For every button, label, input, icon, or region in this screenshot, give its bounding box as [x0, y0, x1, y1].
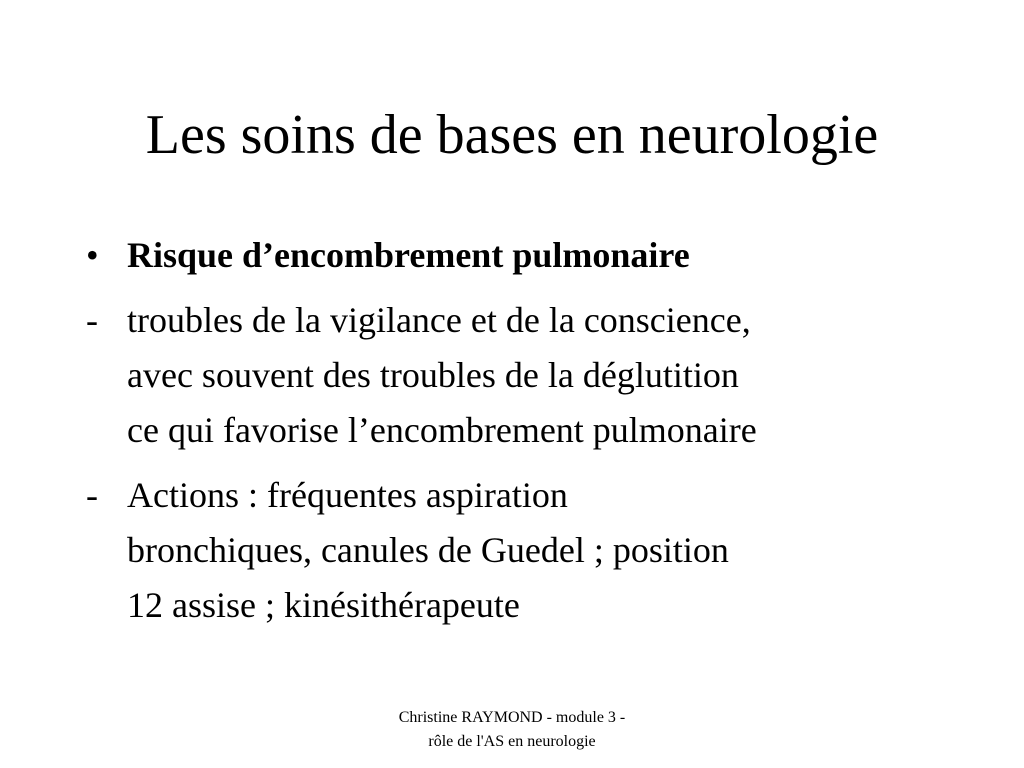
dash-marker: - [86, 300, 98, 340]
footer-line: Christine RAYMOND - module 3 - [398, 709, 626, 726]
dash-item-troubles [84, 293, 984, 458]
dash-item-actions [84, 468, 984, 633]
slide-footer [312, 706, 712, 754]
slide-title: Les soins de bases en neurologie [145, 104, 879, 166]
dash-line: troubles de la vigilance et de la conscience, [127, 300, 751, 340]
dash-line: 12 assise ; kinésithérapeute [127, 585, 520, 625]
dash-line: bronchiques, canules de Guedel ; position [127, 530, 729, 570]
dash-line: ce qui favorise l’encombrement pulmonaire [127, 410, 757, 450]
bullet-text [127, 228, 984, 283]
dash-line: Actions : fréquentes aspiration [127, 475, 568, 515]
dash-text [127, 468, 984, 633]
dash-line: avec souvent des troubles de la déglutition [127, 355, 739, 395]
dash-marker: - [86, 475, 98, 515]
bullet-marker: • [86, 235, 99, 275]
bullet-line: Risque d’encombrement pulmonaire [127, 235, 690, 275]
footer-line: rôle de l'AS en neurologie [428, 733, 596, 750]
slide-body [84, 228, 984, 643]
bullet-item-risk [84, 228, 984, 283]
dash-text [127, 293, 984, 458]
